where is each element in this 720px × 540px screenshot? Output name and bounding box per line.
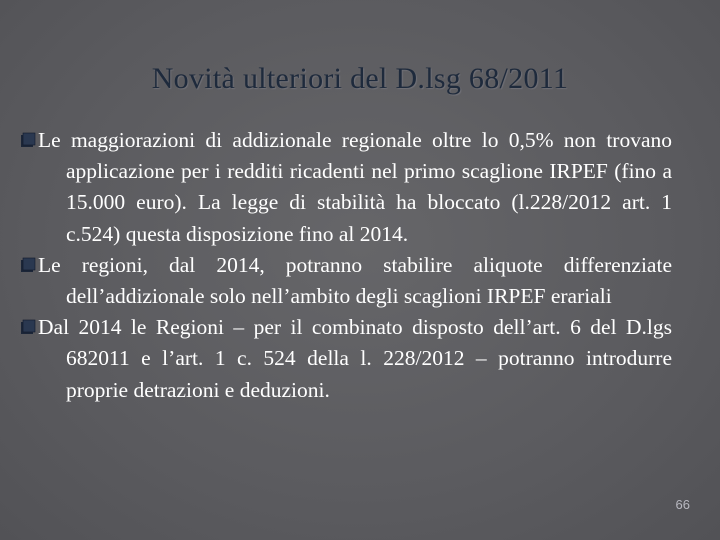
bullet-item [20,312,672,406]
bullet-list [20,125,672,406]
bullet-item [20,125,672,250]
q-bullet-icon [20,132,36,148]
q-bullet-icon [20,257,36,273]
q-bullet-icon [20,319,36,335]
bullet-item [20,250,672,312]
bullet-text: Dal 2014 le Regioni – per il combinato disposto dell’art. 6 del D.lgs 682011 e l’art. 1 c. 524 della l. 228/2012 – potranno introdurre proprie detrazioni e deduzioni. [38,315,672,402]
page-number: 66 [675,497,690,512]
bullet-text: Le maggiorazioni di addizionale regionale oltre lo 0,5% non trovano applicazione per i redditi ricadenti nel primo scaglione IRPEF (fino a 15.000 euro). La legge di stabilità ha bloccato (l.228/2012 art. 1 c.524) questa disposizione fino al 2014. [38,128,672,246]
bullet-text: Le regioni, dal 2014, potranno stabilire aliquote differenziate dell’addizionale solo nell’ambito degli scaglioni IRPEF erariali [38,252,672,309]
slide-title: Novità ulteriori del D.lsg 68/2011 [151,62,569,95]
